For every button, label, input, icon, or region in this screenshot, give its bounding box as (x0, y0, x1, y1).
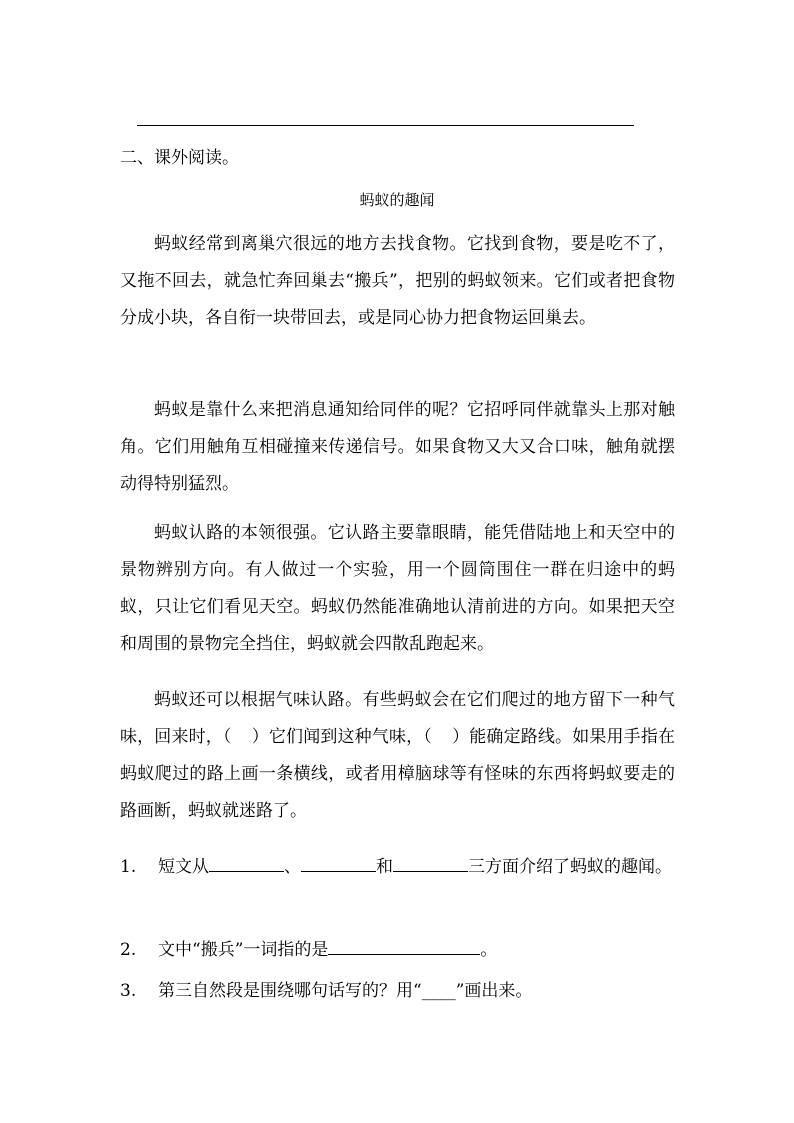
answer-blank-4[interactable] (328, 936, 480, 955)
question-text: 短文从 (158, 857, 209, 877)
question-3 (120, 973, 675, 1010)
question-number: 2. (120, 940, 137, 960)
top-rule (137, 125, 634, 126)
question-number: 1. (120, 857, 137, 877)
section-heading: 二、课外阅读。 (120, 148, 239, 168)
paragraph-4 (120, 682, 675, 830)
paragraph-4-part-c: ）能确定路线。如果用手指在蚂蚁爬过的路上画一条横线，或者用樟脑球等有怪味的东西将蚂蚁要走的路画断，蚂蚁就迷路了。 (120, 727, 675, 821)
question-number: 3. (120, 981, 137, 1001)
question-text: 第三自然段是围绕哪句话写的？用“____”画出来。 (158, 981, 533, 1001)
question-2 (120, 932, 675, 969)
paragraph-2: 蚂蚁是靠什么来把消息通知给同伴的呢？它招呼同伴就靠头上那对触角。它们用触角互相碰撞来传递信号。如果食物又大又合口味，触角就摆动得特别猛烈。 (120, 400, 675, 494)
question-1 (120, 849, 675, 886)
question-text: 、 (284, 857, 301, 877)
paragraph-3: 蚂蚁认路的本领很强。它认路主要靠眼睛，能凭借陆地上和天空中的景物辨别方向。有人做过一个实验，用一个圆筒围住一群在归途中的蚂蚁，只让它们看见天空。蚂蚁仍然能准确地认清前进的方向。如果把天空和周围的景物完全挡住，蚂蚁就会四散乱跑起来。 (120, 523, 675, 654)
question-text: 文中“搬兵”一词指的是 (158, 940, 329, 960)
question-text: 三方面介绍了蚂蚁的趣闻。 (468, 857, 672, 877)
answer-blank-3[interactable] (393, 853, 468, 872)
answer-blank-2[interactable] (301, 853, 376, 872)
passage-title: 蚂蚁的趣闻 (359, 191, 435, 209)
paragraph-4-part-a: 蚂蚁还可以根据气味认路。有些蚂蚁会在它们爬过的地方留下一种气味，回来时，（ (120, 690, 675, 747)
question-text: 。 (480, 940, 498, 960)
paragraph-1: 蚂蚁经常到离巢穴很远的地方去找食物。它找到食物，要是吃不了，又拖不回去，就急忙奔回巢去“搬兵”，把别的蚂蚁领来。它们或者把食物分成小块，各自衔一块带回去，或是同心协力把食物运回巢去。 (120, 234, 675, 328)
question-text: 和 (376, 857, 393, 877)
paragraph-4-part-b: ）它们闻到这种气味，（ (251, 727, 432, 747)
answer-blank-1[interactable] (209, 853, 284, 872)
